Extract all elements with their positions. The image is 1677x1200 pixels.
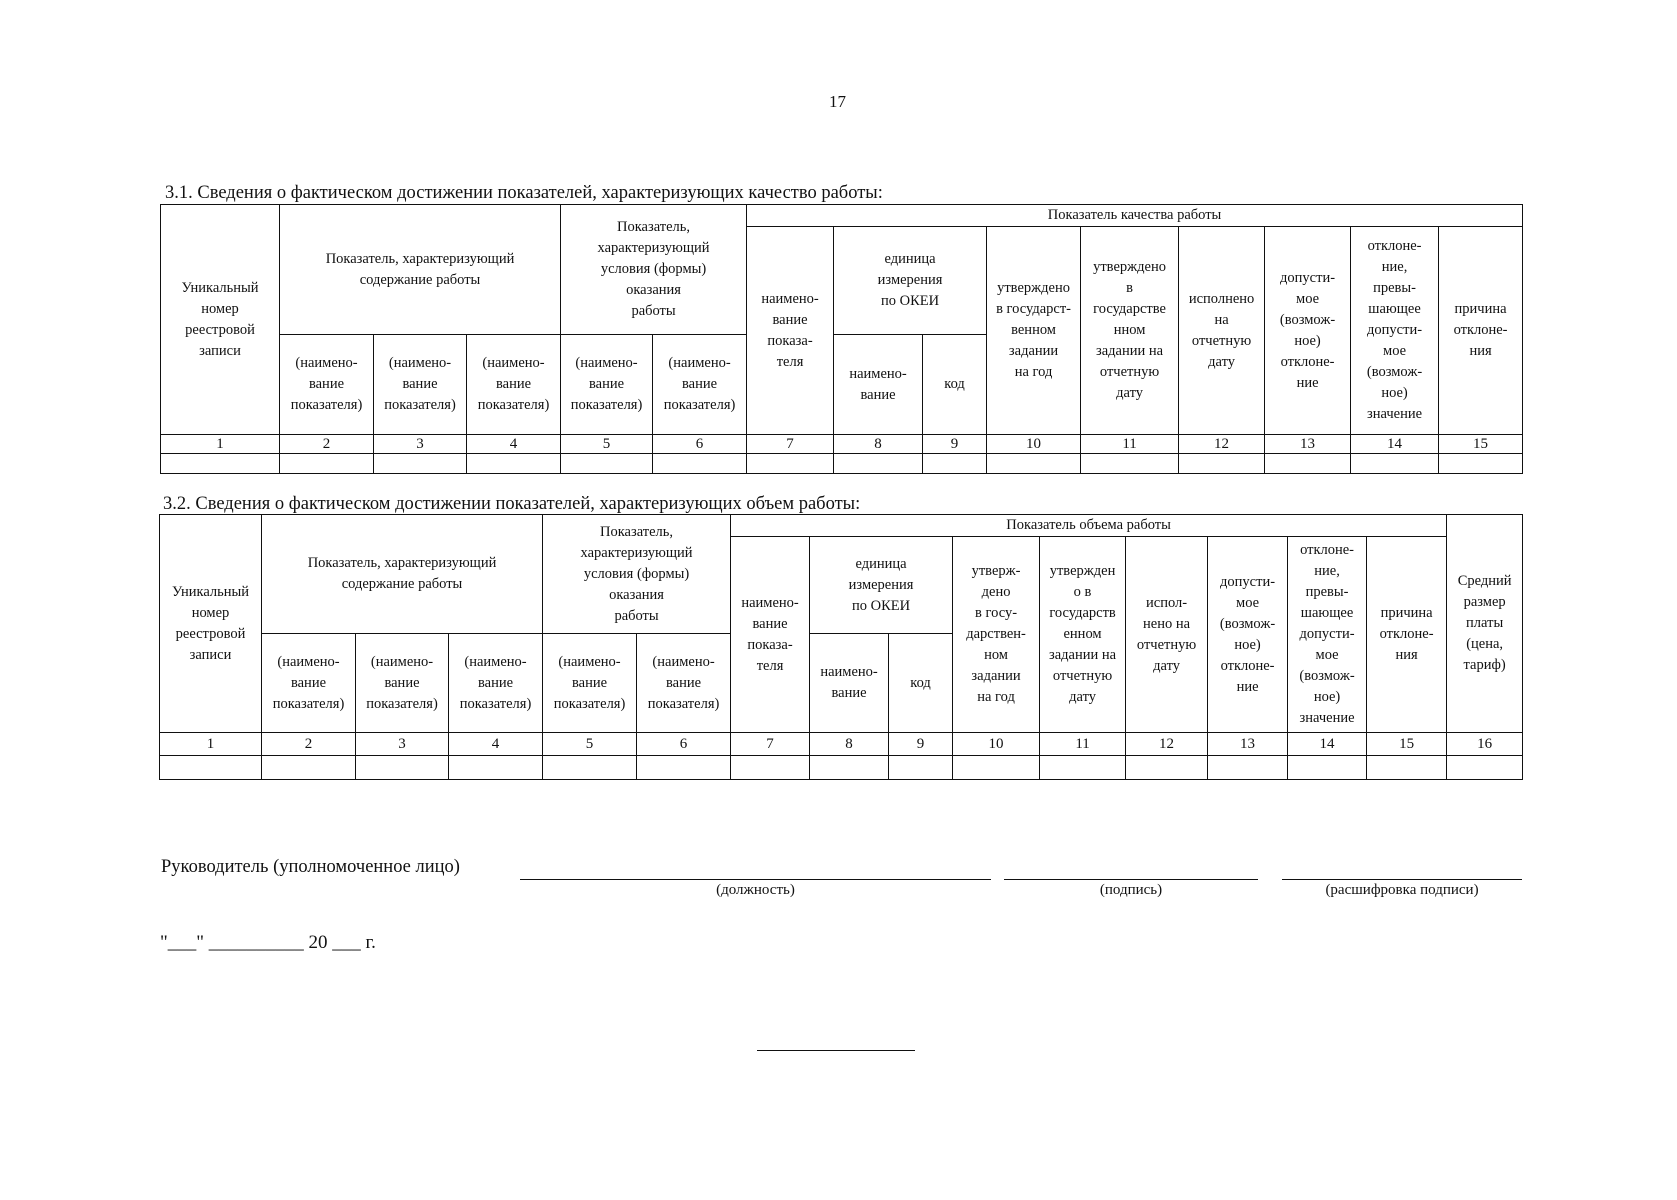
empty-cell[interactable] <box>374 454 467 474</box>
header-allowed-deviation: допусти- мое (возмож- ное) отклоне- ние <box>1265 227 1351 435</box>
signature-label: Руководитель (уполномоченное лицо) <box>161 857 460 877</box>
column-number: 13 <box>1265 435 1351 454</box>
empty-cell[interactable] <box>1367 756 1447 780</box>
empty-cell[interactable] <box>637 756 731 780</box>
empty-cell[interactable] <box>653 454 747 474</box>
volume-table <box>159 514 1523 780</box>
empty-cell[interactable] <box>161 454 280 474</box>
column-number: 15 <box>1439 435 1523 454</box>
empty-cell[interactable] <box>987 454 1081 474</box>
header-unique-number: Уникальный номер реестровой записи <box>160 515 262 733</box>
header-indicator-name: наимено- вание показа- теля <box>747 227 834 435</box>
empty-cell[interactable] <box>923 454 987 474</box>
header-executed: исполнено на отчетную дату <box>1179 227 1265 435</box>
column-number: 2 <box>262 733 356 756</box>
header-sub-indicator-name: (наимено- вание показателя) <box>543 634 637 733</box>
header-exceeding-deviation: отклоне- ние, превы- шающее допусти- мое (возмож- ное) значение <box>1351 227 1439 435</box>
header-quality-indicator-group: Показатель качества работы <box>747 205 1523 227</box>
decode-caption: (расшифровка подписи) <box>1325 882 1479 898</box>
header-average-fee: Средний размер платы (цена, тариф) <box>1447 515 1523 733</box>
empty-cell[interactable] <box>543 756 637 780</box>
empty-cell[interactable] <box>1126 756 1208 780</box>
empty-cell[interactable] <box>467 454 561 474</box>
empty-cell[interactable] <box>953 756 1040 780</box>
empty-cell[interactable] <box>160 756 262 780</box>
header-allowed-deviation: допусти- мое (возмож- ное) отклоне- ние <box>1208 537 1288 733</box>
footnote-rule <box>757 1050 915 1051</box>
column-number: 16 <box>1447 733 1523 756</box>
empty-cell[interactable] <box>1447 756 1523 780</box>
header-sub-indicator-name: (наимено- вание показателя) <box>356 634 449 733</box>
column-number: 1 <box>160 733 262 756</box>
empty-cell[interactable] <box>731 756 810 780</box>
header-unit-name: наимено- вание <box>834 335 923 435</box>
column-number: 11 <box>1081 435 1179 454</box>
header-exceeding-deviation: отклоне- ние, превы- шающее допусти- мое (возмож- ное) значение <box>1288 537 1367 733</box>
header-deviation-reason: причина отклоне- ния <box>1367 537 1447 733</box>
empty-cell[interactable] <box>1040 756 1126 780</box>
header-approved-report-date: утверждено в государстве нном задании на отчетную дату <box>1081 227 1179 435</box>
signature-line[interactable] <box>1004 879 1258 880</box>
column-number: 14 <box>1288 733 1367 756</box>
header-unit-okei: единица измерения по ОКЕИ <box>810 537 953 634</box>
column-number: 6 <box>653 435 747 454</box>
header-approved-year: утверждено в государст- венном задании на год <box>987 227 1081 435</box>
column-number: 12 <box>1179 435 1265 454</box>
empty-cell[interactable] <box>449 756 543 780</box>
header-sub-indicator-name: (наимено- вание показателя) <box>561 335 653 435</box>
empty-cell[interactable] <box>561 454 653 474</box>
column-number: 4 <box>467 435 561 454</box>
column-number: 2 <box>280 435 374 454</box>
page-number: 17 <box>829 92 846 111</box>
column-number: 3 <box>374 435 467 454</box>
column-number: 15 <box>1367 733 1447 756</box>
header-unit-name: наимено- вание <box>810 634 889 733</box>
empty-cell[interactable] <box>1351 454 1439 474</box>
header-executed: испол- нено на отчетную дату <box>1126 537 1208 733</box>
empty-cell[interactable] <box>356 756 449 780</box>
empty-cell[interactable] <box>1179 454 1265 474</box>
header-sub-indicator-name: (наимено- вание показателя) <box>449 634 543 733</box>
column-number: 9 <box>923 435 987 454</box>
section-title-quality: 3.1. Сведения о фактическом достижении показателей, характеризующих качество работы: <box>165 183 883 203</box>
header-conditions-indicator: Показатель, характеризующий условия (формы) оказания работы <box>561 205 747 335</box>
column-number: 8 <box>810 733 889 756</box>
column-number: 4 <box>449 733 543 756</box>
column-number: 8 <box>834 435 923 454</box>
position-caption: (должность) <box>716 882 795 898</box>
empty-cell[interactable] <box>1439 454 1523 474</box>
empty-cell[interactable] <box>1265 454 1351 474</box>
column-number: 3 <box>356 733 449 756</box>
header-unit-code: код <box>923 335 987 435</box>
header-unique-number: Уникальный номер реестровой записи <box>161 205 280 435</box>
header-sub-indicator-name: (наимено- вание показателя) <box>262 634 356 733</box>
header-sub-indicator-name: (наимено- вание показателя) <box>374 335 467 435</box>
header-conditions-indicator: Показатель, характеризующий условия (формы) оказания работы <box>543 515 731 634</box>
table-row <box>161 454 1523 474</box>
column-number: 5 <box>543 733 637 756</box>
column-number: 9 <box>889 733 953 756</box>
header-unit-okei: единица измерения по ОКЕИ <box>834 227 987 335</box>
empty-cell[interactable] <box>810 756 889 780</box>
column-number: 13 <box>1208 733 1288 756</box>
decode-line[interactable] <box>1282 879 1522 880</box>
column-number: 7 <box>747 435 834 454</box>
header-sub-indicator-name: (наимено- вание показателя) <box>280 335 374 435</box>
column-number: 11 <box>1040 733 1126 756</box>
column-number: 7 <box>731 733 810 756</box>
header-deviation-reason: причина отклоне- ния <box>1439 227 1523 435</box>
header-approved-year: утверж- дено в госу- дарствен- ном задании на год <box>953 537 1040 733</box>
empty-cell[interactable] <box>262 756 356 780</box>
header-approved-report-date: утвержден о в государств енном задании на отчетную дату <box>1040 537 1126 733</box>
column-number: 5 <box>561 435 653 454</box>
empty-cell[interactable] <box>1208 756 1288 780</box>
empty-cell[interactable] <box>1081 454 1179 474</box>
empty-cell[interactable] <box>1288 756 1367 780</box>
header-sub-indicator-name: (наимено- вание показателя) <box>653 335 747 435</box>
column-number: 12 <box>1126 733 1208 756</box>
quality-table <box>160 204 1523 474</box>
position-line[interactable] <box>520 879 991 880</box>
empty-cell[interactable] <box>834 454 923 474</box>
header-content-indicator: Показатель, характеризующий содержание работы <box>262 515 543 634</box>
section-title-volume: 3.2. Сведения о фактическом достижении показателей, характеризующих объем работы: <box>163 494 861 514</box>
column-number: 10 <box>953 733 1040 756</box>
header-sub-indicator-name: (наимено- вание показателя) <box>467 335 561 435</box>
header-volume-indicator-group: Показатель объема работы <box>731 515 1447 537</box>
empty-cell[interactable] <box>280 454 374 474</box>
column-number: 1 <box>161 435 280 454</box>
column-number: 14 <box>1351 435 1439 454</box>
table-row <box>160 756 1523 780</box>
header-content-indicator: Показатель, характеризующий содержание работы <box>280 205 561 335</box>
signature-caption: (подпись) <box>1099 882 1163 898</box>
header-indicator-name: наимено- вание показа- теля <box>731 537 810 733</box>
empty-cell[interactable] <box>889 756 953 780</box>
column-number: 10 <box>987 435 1081 454</box>
header-unit-code: код <box>889 634 953 733</box>
empty-cell[interactable] <box>747 454 834 474</box>
date-line[interactable]: "___" __________ 20 ___ г. <box>160 932 376 953</box>
column-number: 6 <box>637 733 731 756</box>
header-sub-indicator-name: (наимено- вание показателя) <box>637 634 731 733</box>
